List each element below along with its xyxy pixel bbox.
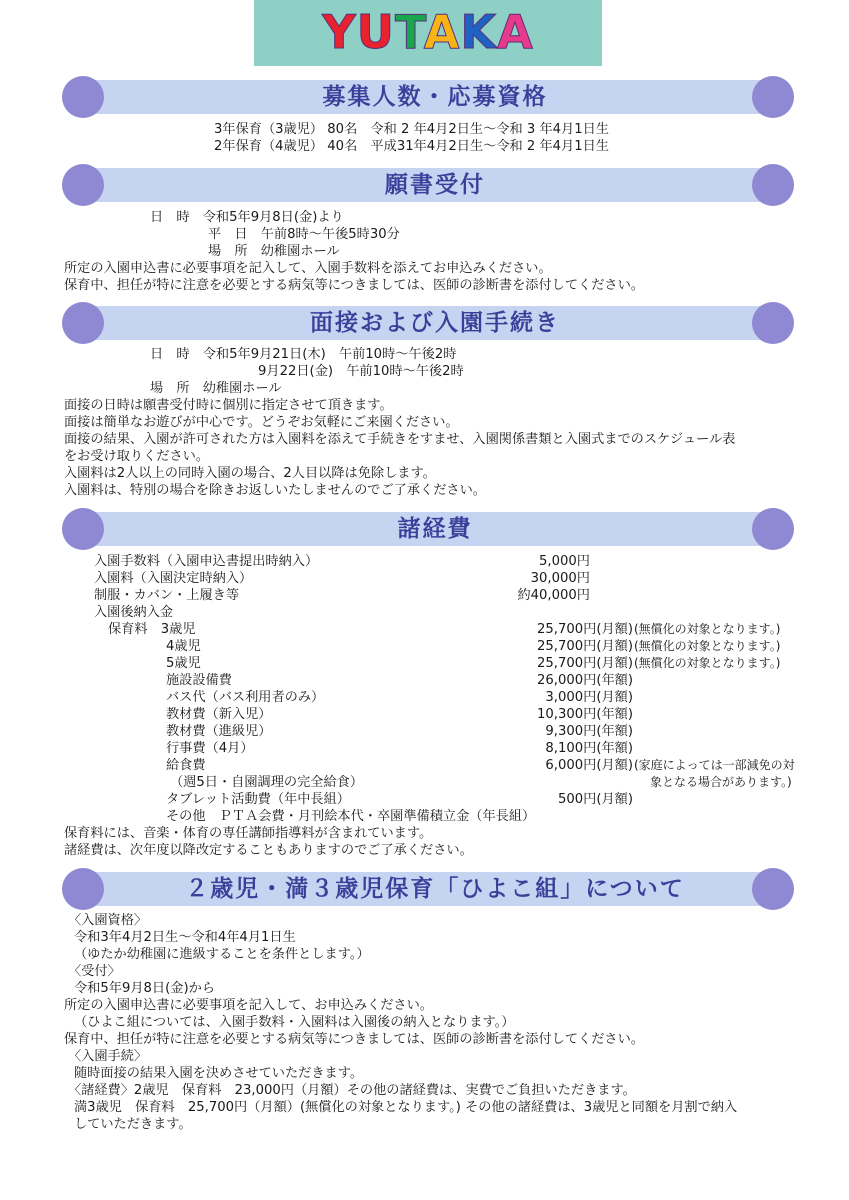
text-line: 〈諸経費〉2歳児 保育料 23,000円（月額）その他の諸経費は、実費でご負担いただきます。 [68,1083,636,1098]
bullet-circle-right [752,302,794,344]
text-line: 令和3年4月2日生〜令和4年4月1日生 [74,930,296,945]
text-line: 9月22日(金) 午前10時〜午後2時 [258,364,464,379]
fee-amount: 10,300円(年額) [537,707,633,722]
bullet-circle-right [752,76,794,118]
text-line: 〈入園手続〉 [68,1049,148,1064]
fee-note: 象となる場合があります。) [650,775,792,789]
fee-label: 入園後納入金 [94,605,174,620]
fee-amount: 25,700円(月額) [537,639,633,654]
fee-amount: 5,000円 [539,554,590,569]
fee-amount: 500円(月額) [557,792,633,807]
fee-label: 4歳児 [166,639,201,654]
text-line: 面接の日時は願書受付時に個別に指定させて頂きます。 [64,398,393,413]
section-title: 諸経費 [397,516,473,542]
text-line: 入園料は2人以上の同時入園の場合、2人目以降は免除します。 [64,466,436,481]
text-line: 入園料は、特別の場合を除きお返しいたしませんのでご了承ください。 [64,483,486,498]
logo-letter: T [394,5,424,59]
text-line: 3年保育（3歳児） 80名 令和 2 年4月2日生〜令和 3 年4月1日生 [214,122,609,137]
logo-letter: K [460,5,498,59]
section-title: ２歳児・満３歳児保育「ひよこ組」について [185,876,685,902]
bullet-circle-left [62,508,104,550]
bullet-circle-right [752,164,794,206]
text-line: 場 所 幼稚園ホール [208,244,340,259]
bullet-circle-right [752,868,794,910]
text-line: 〈受付〉 [68,964,121,979]
fee-amount: 25,700円(月額) [537,622,633,637]
fee-label: バス代（バス利用者のみ） [166,690,325,705]
text-line: 保育料には、音楽・体育の専任講師指導料が含まれています。 [64,826,433,841]
fee-label: 教材費（新入児） [166,707,272,722]
fee-label: 施設設備費 [166,673,232,688]
text-line: 場 所 幼稚園ホール [150,381,282,396]
section-title: 願書受付 [385,172,485,198]
text-line: 日 時 令和5年9月8日(金)より [150,210,344,225]
fee-label: 教材費（進級児） [166,724,272,739]
text-line: 諸経費は、次年度以降改定することもありますのでご了承ください。 [64,843,473,858]
section-title: 募集人数・応募資格 [322,84,548,110]
bullet-circle-left [62,76,104,118]
text-line: （ひよこ組については、入園手数料・入園料は入園後の納入となります。） [74,1015,515,1030]
fee-label: （週5日・自園調理の完全給食） [170,775,364,790]
logo-banner [254,0,602,66]
fee-note: (無償化の対象となります。) [634,622,781,636]
text-line: 所定の入園申込書に必要事項を記入して、入園手数料を添えてお申込みください。 [64,261,552,276]
fee-label: 保育料 3歳児 [108,622,196,637]
text-line: していただきます。 [74,1117,192,1132]
fee-amount: 8,100円(年額) [545,741,633,756]
fee-amount: 約40,000円 [517,588,590,603]
section-header-bar [85,306,785,340]
fee-label: 入園料（入園決定時納入） [94,571,253,586]
fee-label: 制服・カバン・上履き等 [94,588,240,603]
logo-letter: Y [322,5,357,59]
fee-label: 5歳児 [166,656,201,671]
bullet-circle-left [62,868,104,910]
text-line: 所定の入園申込書に必要事項を記入して、お申込みください。 [64,998,433,1013]
fee-amount: 6,000円(月額) [545,758,633,773]
fee-amount: 26,000円(年額) [537,673,633,688]
section-header-bar [85,80,785,114]
text-line: 令和5年9月8日(金)から [74,981,215,996]
fee-label: 入園手数料（入園申込書提出時納入） [94,554,319,569]
section-header-bar [85,872,785,906]
fee-label: 給食費 [166,758,206,773]
text-line: をお受け取りください。 [64,449,210,464]
text-line: 満3歳児 保育料 25,700円（月額）(無償化の対象となります。) その他の諸経費は、3歳児と同額を月割で納入 [74,1100,738,1115]
logo-letter: U [356,5,395,59]
text-line: 保育中、担任が特に注意を必要とする病気等につきましては、医師の診断書を添付してください。 [64,278,644,293]
fee-note: (無償化の対象となります。) [634,656,781,670]
text-line: 2年保育（4歳児） 40名 平成31年4月2日生〜令和 2 年4月1日生 [214,139,609,154]
bullet-circle-left [62,302,104,344]
fee-amount: 25,700円(月額) [537,656,633,671]
text-line: 面接は簡単なお遊びが中心です。どうぞお気軽にご来園ください。 [64,415,459,430]
bullet-circle-left [62,164,104,206]
logo-letter: A [423,5,461,59]
fee-note: (家庭によっては一部減免の対 [634,758,795,772]
fee-amount: 30,000円 [530,571,590,586]
text-line: 平 日 午前8時〜午後5時30分 [208,227,400,242]
logo-letter: A [497,5,534,59]
text-line: 〈入園資格〉 [68,913,148,928]
fee-note: (無償化の対象となります。) [634,639,781,653]
section-title: 面接および入園手続き [310,310,560,336]
fee-label: タブレット活動費（年中長組） [166,792,350,807]
fee-label: 行事費（4月） [166,741,254,756]
fee-amount: 9,300円(年額) [545,724,633,739]
section-header-bar [85,512,785,546]
section-header-bar [85,168,785,202]
yutaka-logo [254,4,602,60]
text-line: 日 時 令和5年9月21日(木) 午前10時〜午後2時 [150,347,457,362]
text-line: 保育中、担任が特に注意を必要とする病気等につきましては、医師の診断書を添付してください。 [64,1032,644,1047]
text-line: （ゆたか幼稚園に進級することを条件とします。） [74,947,370,962]
fee-amount: 3,000円(月額) [545,690,633,705]
text-line: 随時面接の結果入園を決めさせていただきます。 [74,1066,364,1081]
fee-label: その他 ＰＴＡ会費・月刊絵本代・卒園準備積立金（年長組） [166,809,536,824]
bullet-circle-right [752,508,794,550]
text-line: 面接の結果、入園が許可された方は入園料を添えて手続きをすませ、入園関係書類と入園式までのスケジュール表 [64,432,736,447]
